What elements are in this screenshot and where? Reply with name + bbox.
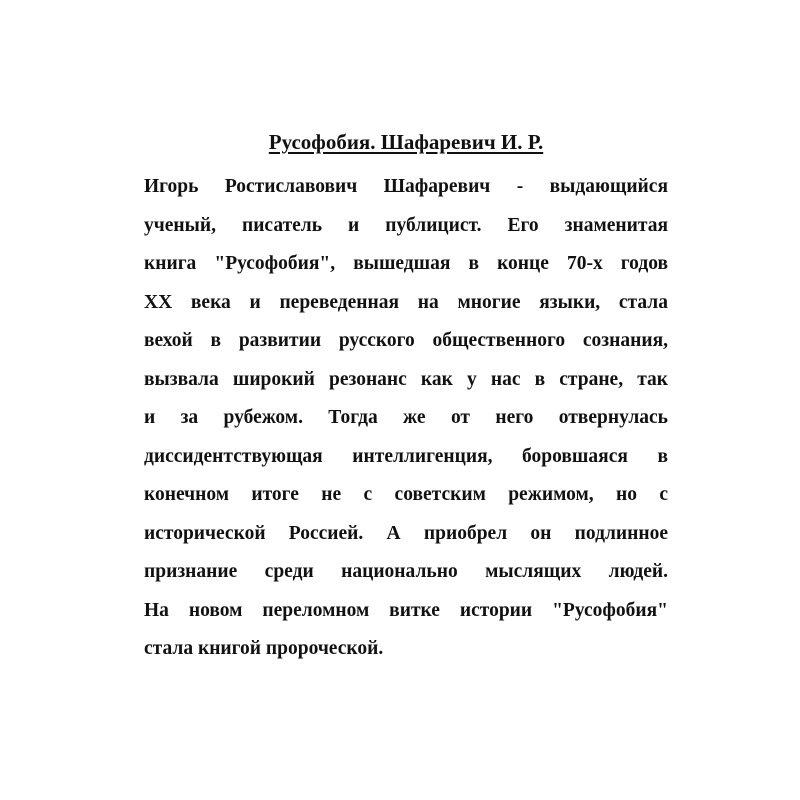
body-line: признание среди национально мыслящих людей. <box>144 561 668 582</box>
body-line: XX века и переведенная на многие языки, стала <box>144 291 668 313</box>
document <box>144 127 668 669</box>
body-line: и за рубежом. Тогда же от него отвернулась <box>144 407 668 428</box>
document-title-text: Русофобия. Шафаревич И. Р. <box>268 130 544 154</box>
body-line: На новом переломном витке истории "Русофобия" <box>144 599 668 621</box>
document-title <box>144 127 668 157</box>
body-line: вехой в развитии русского общественного сознания, <box>144 330 668 351</box>
body-line: книга "Русофобия", вышедшая в конце 70-х годов <box>144 253 668 274</box>
body-line: вызвала широкий резонанс как у нас в стране, так <box>144 368 668 390</box>
body-line: диссидентствующая интеллигенция, боровшаяся в <box>144 445 668 467</box>
body-line: Игорь Ростиславович Шафаревич - выдающийся <box>144 176 668 197</box>
body-line: ученый, писатель и публицист. Его знаменитая <box>144 214 668 236</box>
body-line: конечном итоге не с советским режимом, но с <box>144 484 668 505</box>
body-line: стала книгой пророческой. <box>144 638 384 659</box>
document-body <box>144 168 668 669</box>
body-line: исторической Россией. А приобрел он подлинное <box>144 522 668 544</box>
